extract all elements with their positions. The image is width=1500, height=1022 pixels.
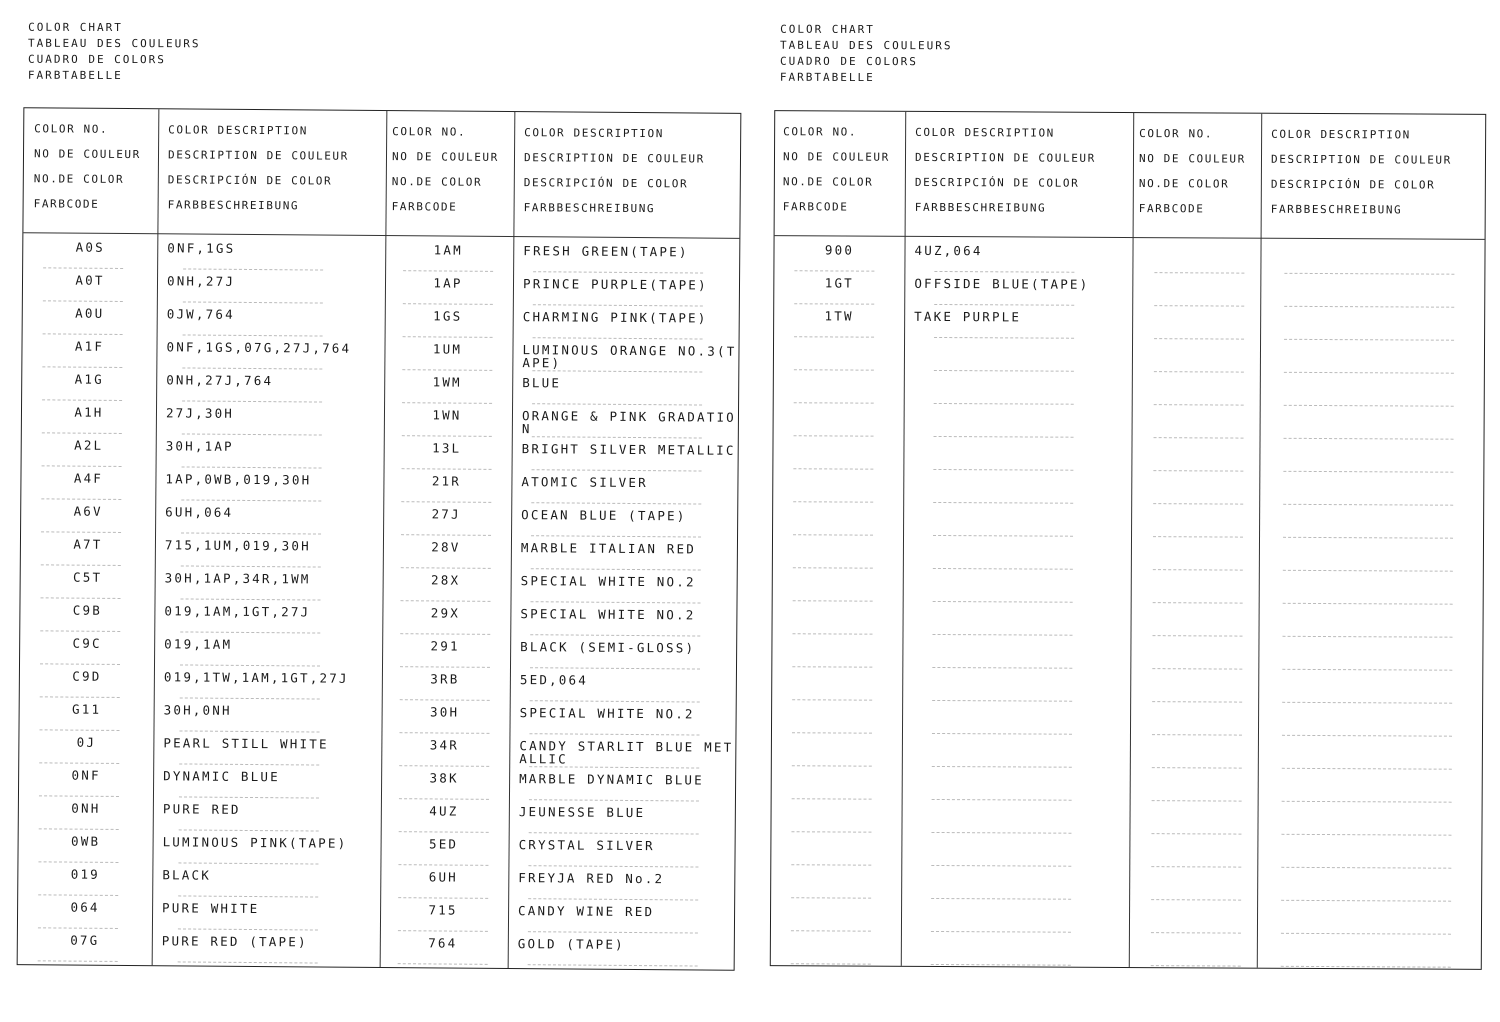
table-row	[772, 734, 1482, 771]
color-description: JEUNESSE BLUE	[518, 804, 646, 821]
left-table-body	[18, 236, 740, 968]
row-separator	[398, 963, 488, 965]
color-code: 1AP	[433, 275, 463, 291]
color-description: CANDY STARLIT BLUE METALLIC	[519, 738, 734, 767]
table-row	[19, 698, 735, 737]
color-description: 1AP,0WB,019,30H	[165, 471, 312, 488]
left-chart-title	[28, 20, 201, 85]
color-code: A6V	[73, 503, 103, 519]
table-row	[771, 800, 1481, 837]
color-description: BRIGHT SILVER METALLIC	[521, 441, 736, 458]
right-color-table	[770, 110, 1486, 970]
color-description: SPECIAL WHITE NO.2	[520, 573, 696, 590]
table-row	[771, 899, 1481, 936]
table-row	[774, 371, 1484, 408]
color-code: C9B	[72, 602, 103, 618]
color-description: FREYJA RED No.2	[518, 870, 665, 887]
color-description: 30H,0NH	[163, 702, 232, 718]
table-row	[18, 896, 734, 935]
color-code: 0NF	[71, 767, 101, 783]
color-description: 715,1UM,019,30H	[164, 537, 311, 554]
color-description: OCEAN BLUE (TAPE)	[521, 507, 687, 524]
table-row	[771, 866, 1481, 903]
color-description: 5ED,064	[519, 672, 589, 688]
color-description: 019,1TW,1AM,1GT,27J	[163, 669, 349, 686]
table-row	[19, 731, 735, 770]
color-description: BLUE	[522, 375, 562, 391]
color-description: TAKE PURPLE	[914, 308, 1022, 325]
table-row	[771, 932, 1481, 969]
color-code: 1UM	[432, 341, 463, 357]
table-row	[22, 434, 738, 473]
table-row	[18, 863, 734, 902]
color-description: OFFSIDE BLUE(TAPE)	[914, 275, 1090, 292]
table-row	[772, 635, 1482, 672]
right-table-body	[771, 239, 1485, 969]
table-row	[21, 500, 737, 539]
color-code: 29X	[430, 605, 461, 621]
title-line-en: COLOR CHART	[780, 22, 875, 37]
color-description: BLACK	[162, 867, 212, 883]
color-description: LUMINOUS ORANGE NO.3(TAPE)	[522, 342, 737, 371]
color-description: 0NH,27J	[166, 273, 236, 289]
color-description: PURE WHITE	[162, 900, 260, 917]
color-code: 0WB	[70, 833, 101, 849]
color-description: 019,1AM	[164, 636, 233, 652]
color-description: SPECIAL WHITE NO.2	[519, 705, 695, 722]
color-description: BLACK (SEMI-GLOSS)	[520, 639, 696, 656]
color-description: CRYSTAL SILVER	[518, 837, 655, 854]
color-code: 764	[428, 935, 458, 951]
color-description: 0NF,1GS,07G,27J,764	[166, 339, 352, 356]
color-description: PURE RED	[162, 801, 241, 817]
table-row	[773, 503, 1483, 540]
color-code: 1GS	[433, 308, 463, 324]
header-color-description: COLOR DESCRIPTION DESCRIPTION DE COULEUR DESCRIPCIÓN DE COLOR FARBBESCHREIBUNG	[167, 123, 349, 213]
color-code: 4UZ	[429, 803, 459, 819]
table-row	[774, 404, 1484, 441]
color-description: 30H,1AP	[165, 438, 234, 454]
row-separator	[1151, 965, 1241, 966]
header-color-description: COLOR DESCRIPTION DESCRIPTION DE COULEUR DESCRIPCIÓN DE COLOR FARBBESCHREIBUNG	[1270, 127, 1452, 217]
color-code: A1H	[74, 404, 104, 420]
color-code: 0NH	[71, 800, 101, 816]
row-separator	[38, 960, 118, 962]
color-code: 6UH	[428, 869, 458, 885]
color-code: G11	[72, 701, 102, 717]
color-code: 28X	[431, 572, 461, 588]
color-code: 28V	[431, 539, 461, 555]
color-code: 30H	[429, 704, 460, 720]
color-code: 5ED	[428, 836, 459, 852]
color-description: ATOMIC SILVER	[521, 474, 648, 491]
color-code: 34R	[429, 737, 460, 753]
color-code: 900	[824, 242, 855, 258]
color-code: 27J	[431, 506, 461, 522]
header-color-no: COLOR NO. NO DE COULEUR NO.DE COLOR FARBCODE	[1138, 127, 1246, 216]
table-row	[772, 767, 1482, 804]
color-code: 291	[430, 638, 460, 654]
color-description: 019,1AM,1GT,27J	[164, 603, 311, 620]
table-row	[21, 533, 737, 572]
table-row	[773, 470, 1483, 507]
header-color-no: COLOR NO. NO DE COULEUR NO.DE COLOR FARBCODE	[33, 122, 141, 211]
title-line-de: FARBTABELLE	[779, 70, 875, 85]
color-description: 0NF,1GS	[167, 240, 236, 256]
color-code: 1GT	[824, 275, 854, 291]
table-row	[21, 467, 737, 506]
table-row	[774, 272, 1484, 309]
header-color-no: COLOR NO. NO DE COULEUR NO.DE COLOR FARBCODE	[782, 125, 890, 214]
table-row	[23, 302, 739, 341]
color-code: 064	[70, 899, 100, 915]
color-description: GOLD (TAPE)	[517, 936, 625, 952]
color-description: 4UZ,064	[914, 242, 983, 259]
color-description: FRESH GREEN(TAPE)	[523, 243, 689, 260]
table-row	[19, 764, 735, 803]
color-code: A2L	[74, 437, 104, 453]
color-description: 0NH,27J,764	[166, 372, 274, 389]
color-code: 07G	[70, 932, 100, 948]
left-color-table	[17, 107, 742, 971]
color-code: C9C	[72, 635, 102, 651]
color-code: A0T	[75, 272, 105, 288]
table-row	[23, 236, 739, 275]
color-description: MARBLE ITALIAN RED	[520, 540, 697, 557]
table-row	[22, 401, 738, 440]
color-code: A7T	[73, 536, 103, 552]
color-code: C9D	[72, 668, 102, 684]
color-description: PEARL STILL WHITE	[163, 735, 329, 752]
table-row	[18, 929, 734, 968]
color-description: CHARMING PINK(TAPE)	[522, 309, 708, 326]
color-description: 0JW,764	[166, 306, 235, 322]
header-color-no: COLOR NO. NO DE COULEUR NO.DE COLOR FARBCODE	[391, 125, 499, 214]
header-color-description: COLOR DESCRIPTION DESCRIPTION DE COULEUR DESCRIPCIÓN DE COLOR FARBBESCHREIBUNG	[914, 125, 1096, 215]
color-description: MARBLE DYNAMIC BLUE	[519, 771, 704, 788]
color-code: C5T	[73, 569, 103, 585]
color-code: A4F	[73, 470, 104, 486]
color-description: 6UH,064	[165, 504, 234, 520]
table-row	[22, 335, 738, 374]
color-code: 1TW	[824, 308, 854, 324]
table-row	[773, 569, 1483, 606]
row-separator	[1281, 966, 1451, 968]
color-code: 1WM	[432, 374, 462, 390]
row-separator	[178, 961, 318, 963]
header-color-description: COLOR DESCRIPTION DESCRIPTION DE COULEUR DESCRIPCIÓN DE COLOR FARBBESCHREIBUNG	[523, 126, 705, 216]
title-line-de: FARBTABELLE	[27, 68, 123, 83]
table-row	[18, 830, 734, 869]
color-code: 715	[428, 902, 458, 918]
table-row	[774, 338, 1484, 375]
table-row	[774, 305, 1484, 342]
color-code: A1G	[74, 371, 104, 387]
title-line-en: COLOR CHART	[28, 20, 123, 35]
table-row	[20, 632, 736, 671]
color-code: 38K	[429, 770, 459, 786]
color-code: 019	[70, 866, 101, 882]
title-line-es: CUADRO DE COLORS	[779, 54, 918, 69]
color-description: PRINCE PURPLE(TAPE)	[522, 276, 708, 293]
title-line-fr: TABLEAU DES COULEURS	[28, 36, 201, 51]
color-description: ORANGE & PINK GRADATION	[521, 408, 736, 437]
color-code: A0S	[75, 239, 105, 255]
color-description: CANDY WINE RED	[518, 903, 655, 920]
table-row	[20, 599, 736, 638]
color-description: DYNAMIC BLUE	[163, 768, 280, 785]
right-chart-title	[780, 22, 953, 87]
color-code: 1AM	[433, 242, 463, 258]
title-line-fr: TABLEAU DES COULEURS	[780, 38, 953, 53]
title-line-es: CUADRO DE COLORS	[27, 52, 166, 67]
table-row	[772, 668, 1482, 705]
color-description: SPECIAL WHITE NO.2	[520, 606, 696, 623]
table-row	[20, 665, 736, 704]
color-code: 21R	[431, 473, 462, 489]
color-code: 0J	[76, 734, 97, 750]
table-row	[772, 701, 1482, 738]
row-separator	[931, 964, 1071, 966]
color-code: A1F	[74, 338, 105, 354]
table-row	[771, 833, 1481, 870]
color-code: 13L	[432, 440, 462, 456]
color-description: 27J,30H	[165, 405, 235, 421]
table-row	[773, 437, 1483, 474]
color-code: 3RB	[430, 671, 460, 687]
table-row	[19, 797, 735, 836]
row-separator	[528, 964, 698, 966]
table-row	[772, 602, 1482, 639]
table-row	[21, 566, 737, 605]
table-row	[22, 368, 738, 407]
color-description: LUMINOUS PINK(TAPE)	[162, 834, 348, 851]
color-description: PURE RED (TAPE)	[161, 933, 308, 950]
row-separator	[791, 963, 871, 964]
color-description: 30H,1AP,34R,1WM	[164, 570, 311, 587]
table-row	[23, 269, 739, 308]
table-row	[774, 239, 1484, 276]
color-code: A0U	[75, 305, 105, 321]
table-row	[773, 536, 1483, 573]
color-code: 1WN	[432, 407, 462, 423]
